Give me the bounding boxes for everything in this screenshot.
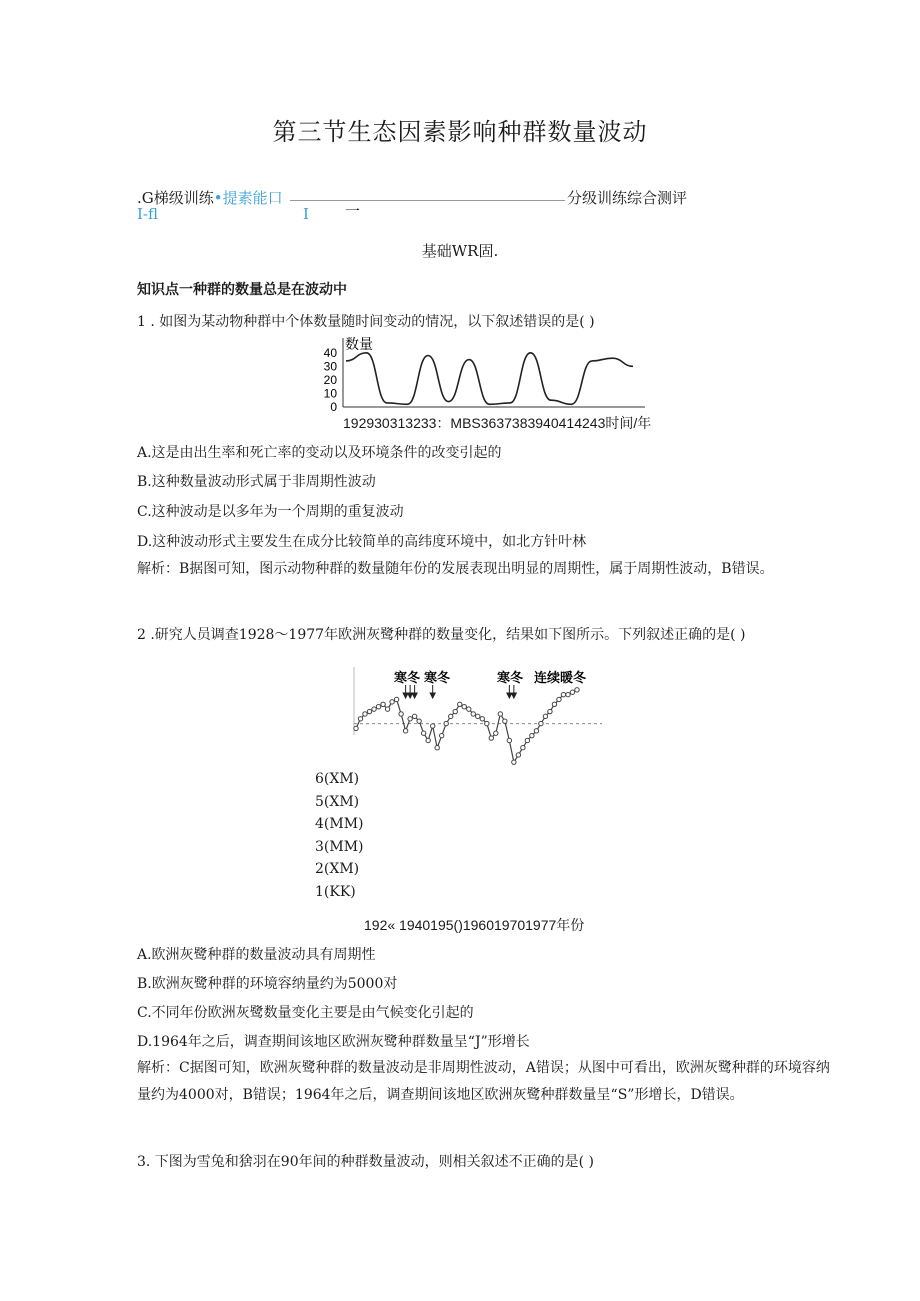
q2-chart-point [399,712,403,716]
header-left [137,187,283,208]
q2-chart-point [467,707,471,711]
q1-chart-ytick: 30 [323,359,337,374]
q2-ytick: 6(XM) [315,771,360,787]
header-link[interactable]: •提素能口 [213,189,283,207]
q2-chart-point [430,724,434,728]
q2-chart-point [503,719,507,723]
header-sub: I-fl [137,205,158,223]
q2-option-b: B.欧洲灰鹭种群的环境容纳量约为5000对 [137,976,398,992]
q2-chart-arrowhead [403,693,408,698]
q2-chart-point [408,717,412,721]
q2-option-c: C.不同年份欧洲灰鹭数量变化主要是由气候变化引起的 [137,1005,474,1021]
q2-chart-point [480,717,484,721]
q2-annotation-4: 连续暖冬 [534,670,587,685]
header-sub-mark: I [303,205,309,223]
q1-chart-ylabel: 数量 [345,336,373,352]
q2-chart-point [494,731,498,735]
q2-chart-point [426,738,430,742]
q2-chart-point [539,721,543,725]
q1-stem: 1 . 如图为某动物种群中个体数量随时间变动的情况，以下叙述错误的是( ) [137,314,595,330]
q2-stem: 2 .研究人员调查1928～1977年欧洲灰鹭种群的数量变化，结果如下图所示。下列叙述正确的是( ) [137,627,746,643]
q2-chart-point [543,714,547,718]
q2-chart-point [367,709,371,713]
basic-label: 基础WR固. [421,242,499,260]
q2-chart-point [462,705,466,709]
q1-option-a: A.这是由出生率和死亡率的变动以及环境条件的改变引起的 [137,445,502,461]
q2-analysis: 解析：C据图可知，欧洲灰鹭种群的数量波动是非周期性波动，A错误；从图中可看出，欧洲灰鹭种群的环境容纳量约为4000对，B错误；1964年之后，调查期间该地区欧洲灰鹭种群数量呈“S”形增长，D错误。 [137,1060,830,1103]
q2-chart-point [354,726,358,730]
q2-chart-point [444,721,448,725]
q2-chart-arrowhead [511,693,516,698]
q1-chart-ytick: 40 [323,345,337,360]
q2-chart-point [439,733,443,737]
q2-chart-point [417,719,421,723]
q2-option-d: D.1964年之后，调查期间该地区欧洲灰鹭种群数量呈“J”形增长 [137,1034,530,1050]
q2-chart-series-line [356,690,577,762]
q2-chart-point [449,714,453,718]
q2-chart-point [566,692,570,696]
q2-chart-point [376,705,380,709]
q2-chart-point [575,688,579,692]
q2-chart-point [403,729,407,733]
q2-chart-point [570,690,574,694]
q1-option-d: D.这种波动形式主要发生在成分比较简单的高纬度环境中，如北方针叶林 [137,534,587,550]
q2-chart-point [385,707,389,711]
q2-ytick: 3(MM) [315,838,364,855]
q2-chart-point [530,733,534,737]
q2-chart-point [521,746,525,750]
q2-chart-point [552,702,556,706]
q2-chart-arrowhead [408,693,413,698]
q1-analysis: 解析：B据图可知，图示动物种群的数量随年份的发展表现出明显的周期性，属于周期性波动，B错误。 [137,561,774,577]
q2-chart-point [372,707,376,711]
q2-chart-point [485,721,489,725]
q2-chart-point [363,712,367,716]
q1-chart [315,334,650,414]
q2-ytick: 4(MM) [315,816,364,832]
q2-chart-point [525,738,529,742]
q2-chart-point [507,738,511,742]
section-heading: 知识点一种群的数量总是在波动中 [137,282,347,298]
q1-option-c: C.这种波动是以多年为一个周期的重复波动 [137,504,404,520]
q1-chart-ytick: 0 [330,400,337,414]
q2-chart-point [421,731,425,735]
q2-chart-point [412,714,416,718]
q2-chart-point [512,760,516,764]
q2-chart-point [548,709,552,713]
q2-chart-point [534,729,538,733]
q2-chart-arrowhead [412,693,417,698]
q2-chart-point [561,692,565,696]
header-prefix: .G梯级训练 [137,189,214,207]
q2-ytick: 1(KK) [315,883,356,900]
q2-chart-arrowhead [507,693,512,698]
header-sub-dash: 一 [345,202,361,220]
q2-chart [352,665,607,773]
q2-chart-point [471,712,475,716]
q2-ytick: 5(XM) [315,793,360,810]
q2-chart-point [476,714,480,718]
q2-chart-point [557,697,561,701]
q2-option-a: A.欧洲灰鹭种群的数量波动具有周期性 [137,947,376,963]
q2-yticks [315,768,364,903]
q2-chart-xcaption: 192« 1940195()196019701977年份 [364,917,585,933]
q1-chart-ytick: 20 [323,372,337,387]
q2-ytick: 2(XM) [315,861,360,877]
q2-annotation-2: 寒冬 [424,670,451,685]
header-right: 分级训练综合测评 [567,189,688,207]
q1-option-b: B.这种数量波动形式属于非周期性波动 [137,474,376,490]
q2-annotation-1: 寒冬 [394,670,421,685]
q2-chart-point [394,697,398,701]
q2-chart-point [381,702,385,706]
q2-chart-point [498,712,502,716]
q2-chart-point [458,702,462,706]
header-divider [290,200,565,201]
page-title: 第三节生态因素影响种群数量波动 [272,118,648,146]
q3-stem: 3. 下图为雪兔和猞羽在90年间的种群数量波动，则相关叙述不正确的是( ) [137,1154,594,1170]
q2-chart-point [489,736,493,740]
q1-chart-xcaption: 192930313233：MBS3637383940414243时间/年 [343,415,652,431]
q2-chart-point [358,717,362,721]
q1-chart-ytick: 10 [323,386,337,401]
q2-chart-arrowhead [430,693,435,698]
q2-chart-point [516,753,520,757]
q1-chart-series-line [346,353,633,405]
q2-chart-point [435,746,439,750]
q2-chart-point [390,700,394,704]
q2-annotation-3: 寒冬 [497,670,524,685]
q2-chart-point [453,709,457,713]
